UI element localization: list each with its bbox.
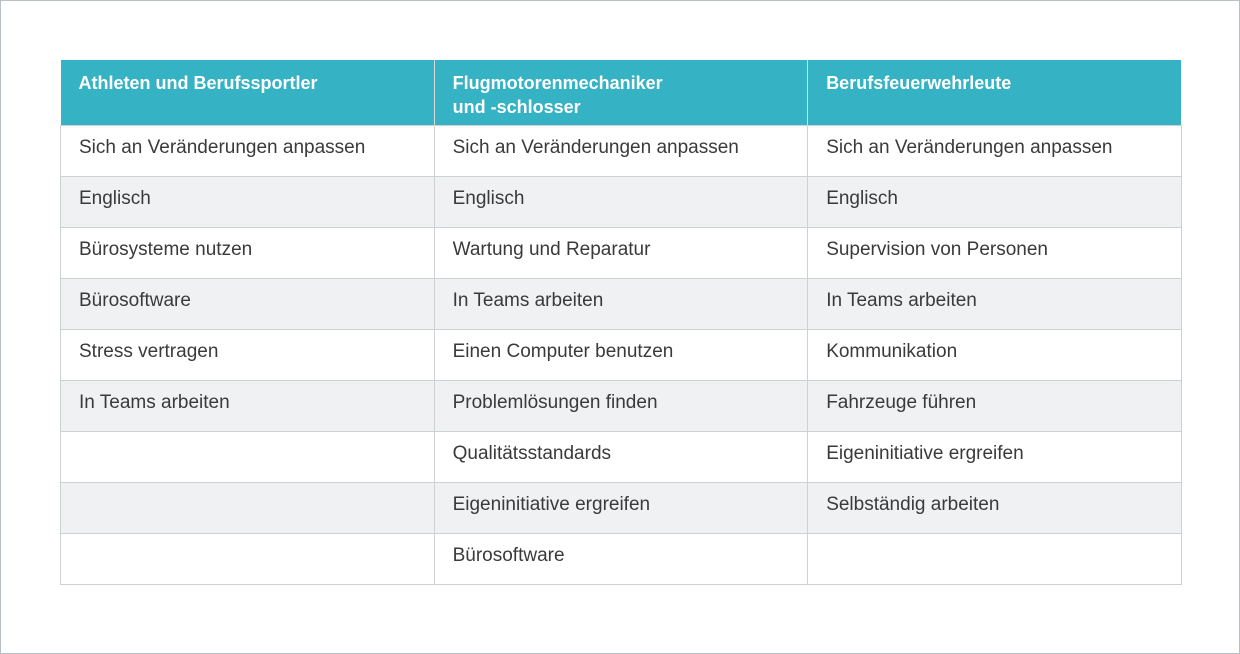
table-cell: Einen Computer benutzen (434, 329, 808, 380)
table-cell: Englisch (808, 176, 1182, 227)
table-cell (808, 533, 1182, 584)
table-cell: Qualitätsstandards (434, 431, 808, 482)
table-row (61, 278, 1182, 329)
table-cell: Englisch (434, 176, 808, 227)
table-cell: Wartung und Reparatur (434, 227, 808, 278)
table-cell: Bürosysteme nutzen (61, 227, 435, 278)
table-cell: Bürosoftware (61, 278, 435, 329)
header-berufsfeuerwehrleute: Berufsfeuerwehrleute (808, 60, 1182, 125)
table-cell: Kommunikation (808, 329, 1182, 380)
table-cell: Stress vertragen (61, 329, 435, 380)
table-cell: Sich an Veränderungen anpassen (434, 125, 808, 176)
table-cell: Selbständig arbeiten (808, 482, 1182, 533)
table-cell: In Teams arbeiten (61, 380, 435, 431)
header-row (61, 60, 1182, 125)
table-cell: Sich an Veränderungen anpassen (808, 125, 1182, 176)
header-athleten: Athleten und Berufssportler (61, 60, 435, 125)
table-cell (61, 533, 435, 584)
table-row (61, 482, 1182, 533)
table-row (61, 533, 1182, 584)
table-row (61, 329, 1182, 380)
table-row (61, 380, 1182, 431)
table-row (61, 227, 1182, 278)
table-cell: Problemlösungen finden (434, 380, 808, 431)
table-row (61, 431, 1182, 482)
header-flugmotorenmechaniker-text: Flugmotorenmechaniker und -schlosser (452, 73, 663, 117)
table-header (61, 60, 1182, 125)
table-row (61, 125, 1182, 176)
header-flugmotorenmechaniker (434, 60, 808, 125)
table-cell: Sich an Veränderungen anpassen (61, 125, 435, 176)
table-cell: Fahrzeuge führen (808, 380, 1182, 431)
table-cell: Eigeninitiative ergreifen (808, 431, 1182, 482)
table-row (61, 176, 1182, 227)
table-cell: In Teams arbeiten (808, 278, 1182, 329)
table-cell: Supervision von Personen (808, 227, 1182, 278)
table-body (61, 125, 1182, 584)
table-cell: Englisch (61, 176, 435, 227)
table-cell: Bürosoftware (434, 533, 808, 584)
table-cell (61, 431, 435, 482)
skills-comparison-table (60, 60, 1182, 585)
table-cell: Eigeninitiative ergreifen (434, 482, 808, 533)
table-cell (61, 482, 435, 533)
table-cell: In Teams arbeiten (434, 278, 808, 329)
